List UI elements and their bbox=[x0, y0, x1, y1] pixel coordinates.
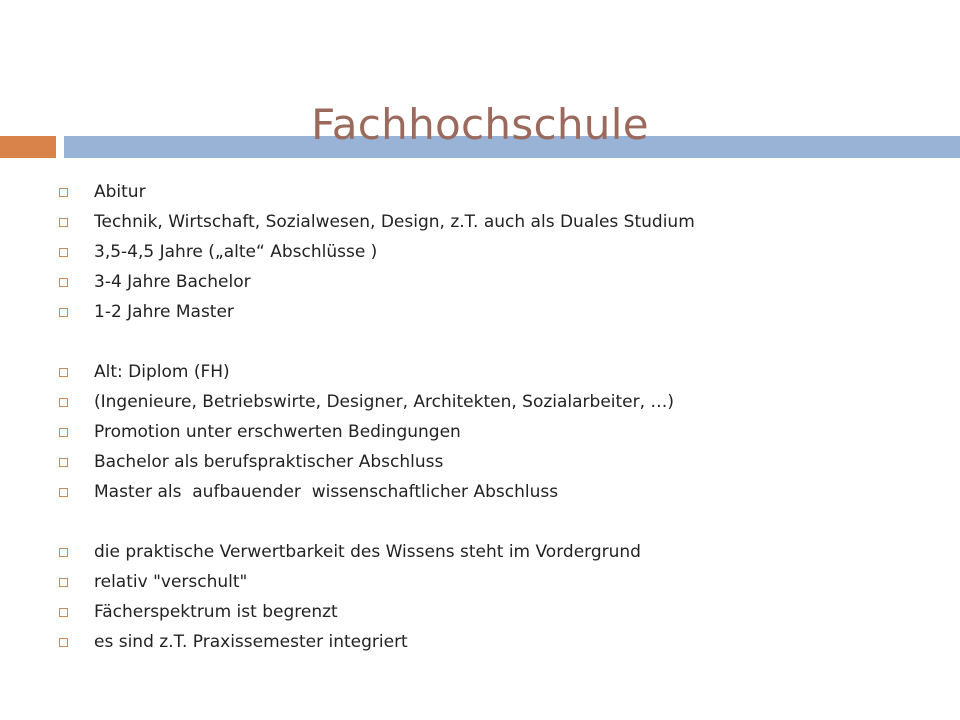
bullet-group-3 bbox=[57, 537, 937, 657]
bullet-text: es sind z.T. Praxissemester integriert bbox=[94, 632, 408, 652]
bullet-text: Bachelor als berufspraktischer Abschluss bbox=[94, 452, 444, 472]
bullet-item bbox=[57, 567, 937, 597]
square-bullet-icon bbox=[59, 398, 68, 407]
bullet-item bbox=[57, 267, 937, 297]
bullet-item bbox=[57, 387, 937, 417]
bullet-text: Master als aufbauender wissenschaftlicher Abschluss bbox=[94, 482, 559, 502]
bullet-text: Technik, Wirtschaft, Sozialwesen, Design, z.T. auch als Duales Studium bbox=[94, 212, 695, 232]
bullet-text: 1-2 Jahre Master bbox=[94, 302, 234, 322]
square-bullet-icon bbox=[59, 428, 68, 437]
bullet-text: 3,5-4,5 Jahre („alte“ Abschlüsse ) bbox=[94, 242, 378, 262]
bullet-group-2 bbox=[57, 357, 937, 507]
bullet-text: (Ingenieure, Betriebswirte, Designer, Architekten, Sozialarbeiter, …) bbox=[94, 392, 675, 412]
bullet-item bbox=[57, 477, 937, 507]
bullet-content bbox=[57, 177, 937, 657]
bullet-item bbox=[57, 207, 937, 237]
square-bullet-icon bbox=[59, 188, 68, 197]
bullet-item bbox=[57, 357, 937, 387]
square-bullet-icon bbox=[59, 578, 68, 587]
bullet-item bbox=[57, 297, 937, 327]
slide-title: Fachhochschule bbox=[311, 100, 649, 149]
square-bullet-icon bbox=[59, 638, 68, 647]
bullet-text: Abitur bbox=[94, 182, 146, 202]
bullet-item bbox=[57, 627, 937, 657]
bullet-text: Alt: Diplom (FH) bbox=[94, 362, 230, 382]
bullet-text: relativ "verschult" bbox=[94, 572, 248, 592]
square-bullet-icon bbox=[59, 368, 68, 377]
square-bullet-icon bbox=[59, 488, 68, 497]
bullet-text: Fächerspektrum ist begrenzt bbox=[94, 602, 338, 622]
square-bullet-icon bbox=[59, 458, 68, 467]
bullet-item bbox=[57, 447, 937, 477]
square-bullet-icon bbox=[59, 548, 68, 557]
bullet-text: Promotion unter erschwerten Bedingungen bbox=[94, 422, 461, 442]
bullet-item bbox=[57, 177, 937, 207]
bullet-group-1 bbox=[57, 177, 937, 327]
bullet-text: 3-4 Jahre Bachelor bbox=[94, 272, 251, 292]
square-bullet-icon bbox=[59, 248, 68, 257]
bullet-item bbox=[57, 417, 937, 447]
square-bullet-icon bbox=[59, 218, 68, 227]
bullet-item bbox=[57, 597, 937, 627]
bullet-item bbox=[57, 237, 937, 267]
square-bullet-icon bbox=[59, 308, 68, 317]
square-bullet-icon bbox=[59, 278, 68, 287]
bullet-item bbox=[57, 537, 937, 567]
square-bullet-icon bbox=[59, 608, 68, 617]
bullet-text: die praktische Verwertbarkeit des Wissens steht im Vordergrund bbox=[94, 542, 641, 562]
